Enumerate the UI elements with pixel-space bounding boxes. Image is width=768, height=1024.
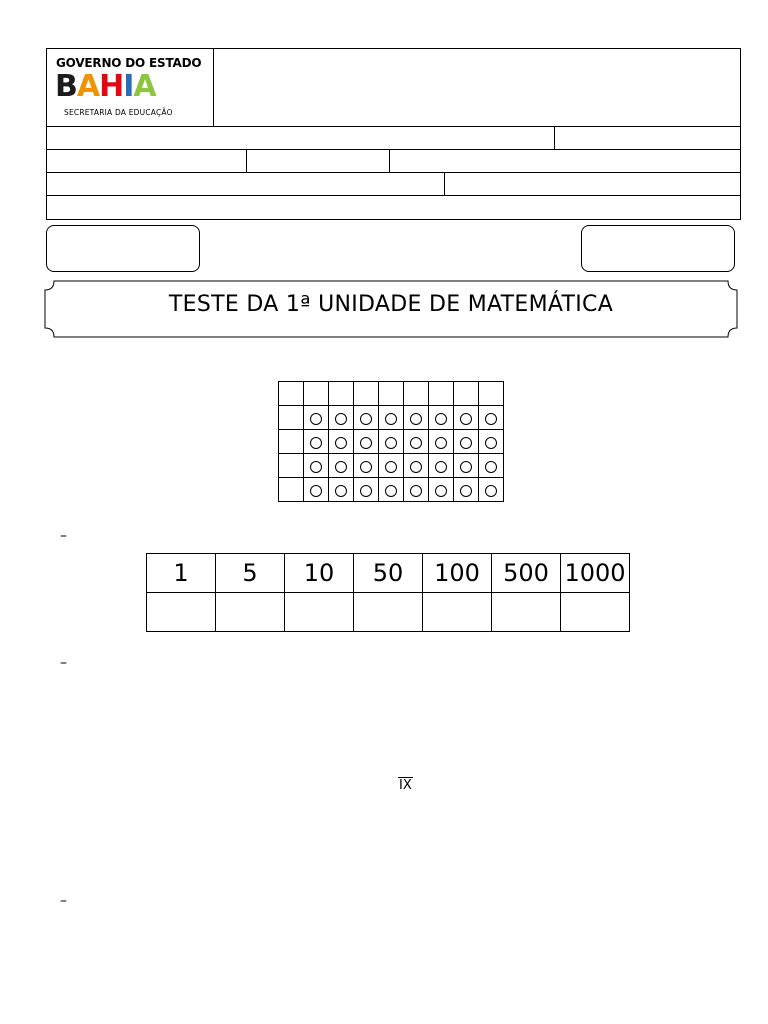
grid-option-cell [304, 478, 329, 502]
answer-cell[interactable] [561, 593, 630, 632]
answer-cell[interactable] [216, 593, 285, 632]
grid-option-cell [454, 478, 479, 502]
answer-bubble[interactable] [410, 437, 422, 449]
answer-cell[interactable] [423, 593, 492, 632]
logo-letter: B [55, 69, 77, 104]
form-divider [554, 126, 555, 149]
roman-numeral-ix: IX [399, 778, 412, 793]
answer-cell[interactable] [285, 593, 354, 632]
answer-grid [278, 381, 504, 502]
answer-bubble[interactable] [335, 485, 347, 497]
grade-box-right [581, 225, 735, 272]
grid-option-cell [304, 406, 329, 430]
grid-option-cell [429, 478, 454, 502]
logo-line1: GOVERNO DO ESTADO [56, 56, 202, 70]
answer-cell[interactable] [147, 593, 216, 632]
answer-bubble[interactable] [335, 461, 347, 473]
grid-header-cell [379, 382, 404, 406]
grade-box-left [46, 225, 200, 272]
grid-option-cell [354, 454, 379, 478]
answer-bubble[interactable] [385, 437, 397, 449]
grid-option-cell [354, 478, 379, 502]
title-banner [44, 280, 738, 338]
grid-number-cell [279, 430, 304, 454]
grid-number-cell [279, 478, 304, 502]
grid-option-cell [454, 430, 479, 454]
form-line [46, 172, 741, 173]
answer-bubble[interactable] [360, 413, 372, 425]
logo-letter: I [123, 69, 134, 104]
answer-bubble[interactable] [310, 461, 322, 473]
answer-bubble[interactable] [335, 413, 347, 425]
answer-bubble[interactable] [460, 461, 472, 473]
grid-option-cell [379, 478, 404, 502]
form-divider [444, 172, 445, 195]
logo-letter: A [76, 69, 100, 104]
form-divider [389, 149, 390, 172]
answer-bubble[interactable] [410, 485, 422, 497]
answer-bubble[interactable] [460, 485, 472, 497]
grid-header-cell [304, 382, 329, 406]
answer-bubble[interactable] [460, 437, 472, 449]
value-cell: 5 [216, 554, 285, 593]
grid-option-cell [404, 454, 429, 478]
grid-option-cell [454, 454, 479, 478]
grid-header-cell [429, 382, 454, 406]
grid-option-cell [479, 430, 504, 454]
grid-row [279, 478, 504, 502]
logo-letter: H [99, 69, 124, 104]
grid-option-cell [304, 430, 329, 454]
item-dash: – [60, 655, 67, 671]
answer-bubble[interactable] [460, 413, 472, 425]
answer-bubble[interactable] [310, 413, 322, 425]
grid-header-cell [329, 382, 354, 406]
answer-bubble[interactable] [360, 461, 372, 473]
grid-option-cell [379, 406, 404, 430]
form-divider [246, 149, 247, 172]
grid-option-cell [329, 406, 354, 430]
form-line [46, 149, 741, 150]
grid-row [279, 406, 504, 430]
answer-bubble[interactable] [435, 413, 447, 425]
grid-option-cell [354, 430, 379, 454]
roman-numeral-table [146, 553, 630, 632]
form-line [46, 126, 741, 127]
grid-option-cell [429, 454, 454, 478]
grid-option-cell [479, 454, 504, 478]
answer-bubble[interactable] [485, 485, 497, 497]
grid-row [279, 454, 504, 478]
answer-bubble[interactable] [410, 461, 422, 473]
answer-bubble[interactable] [310, 485, 322, 497]
answer-bubble[interactable] [385, 485, 397, 497]
grid-option-cell [404, 430, 429, 454]
value-cell: 1 [147, 554, 216, 593]
value-cell: 100 [423, 554, 492, 593]
grid-option-cell [479, 406, 504, 430]
grid-option-cell [404, 406, 429, 430]
answer-bubble[interactable] [485, 437, 497, 449]
value-cell: 1000 [561, 554, 630, 593]
grid-option-cell [354, 406, 379, 430]
answer-bubble[interactable] [410, 413, 422, 425]
grid-option-cell [479, 478, 504, 502]
value-cell: 50 [354, 554, 423, 593]
answer-bubble[interactable] [335, 437, 347, 449]
logo-line2: SECRETARIA DA EDUCAÇÃO [64, 108, 173, 117]
answer-bubble[interactable] [435, 437, 447, 449]
grid-option-cell [429, 406, 454, 430]
grid-option-cell [329, 478, 354, 502]
answer-bubble[interactable] [310, 437, 322, 449]
grid-option-cell [379, 430, 404, 454]
grid-option-cell [379, 454, 404, 478]
grid-number-cell [279, 454, 304, 478]
item-dash: – [60, 893, 67, 909]
grid-header-cell [454, 382, 479, 406]
grid-option-cell [429, 430, 454, 454]
logo-cell [46, 48, 214, 127]
answer-bubble[interactable] [360, 437, 372, 449]
grid-number-cell [279, 406, 304, 430]
logo-letter: A [133, 69, 156, 104]
grid-option-cell [304, 454, 329, 478]
bahia-logo [55, 69, 156, 104]
answer-bubble[interactable] [385, 461, 397, 473]
grid-row [279, 430, 504, 454]
grid-header-cell [279, 382, 304, 406]
answer-cell[interactable] [354, 593, 423, 632]
grid-header-cell [479, 382, 504, 406]
grid-option-cell [329, 454, 354, 478]
grid-header-cell [354, 382, 379, 406]
answer-bubble[interactable] [485, 461, 497, 473]
answer-bubble[interactable] [485, 413, 497, 425]
answer-bubble[interactable] [385, 413, 397, 425]
grid-option-cell [329, 430, 354, 454]
form-line [46, 195, 741, 196]
page-title: TESTE DA 1ª UNIDADE DE MATEMÁTICA [168, 292, 614, 317]
answer-cell[interactable] [492, 593, 561, 632]
answer-bubble[interactable] [435, 461, 447, 473]
answer-bubble[interactable] [435, 485, 447, 497]
value-cell: 10 [285, 554, 354, 593]
value-cell: 500 [492, 554, 561, 593]
grid-option-cell [404, 478, 429, 502]
grid-header-cell [404, 382, 429, 406]
grid-option-cell [454, 406, 479, 430]
answer-bubble[interactable] [360, 485, 372, 497]
item-dash: – [60, 528, 67, 544]
